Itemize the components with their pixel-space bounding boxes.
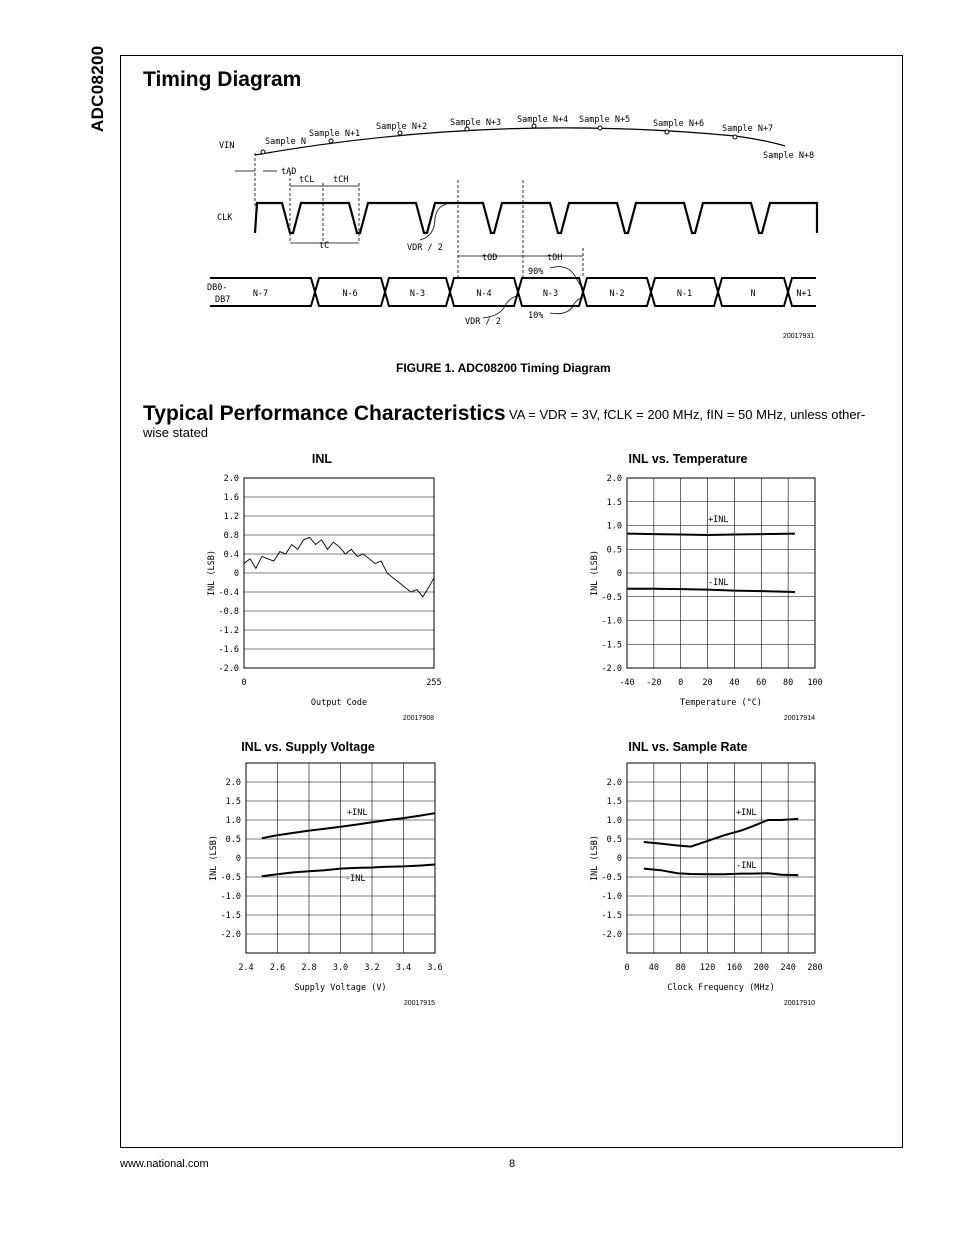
- y-tick-label: -1.5: [601, 911, 622, 921]
- y-tick-label: 1.6: [223, 493, 239, 503]
- chart-title: INL vs. Temperature: [628, 452, 748, 466]
- y-tick-label: -1.5: [601, 640, 622, 651]
- sample-label: Sample N+7: [722, 124, 774, 134]
- y-axis-label: INL (LSB): [209, 834, 219, 882]
- data-word: N-4: [476, 289, 492, 299]
- data-word: N-2: [609, 289, 625, 299]
- y-tick-label: 0.5: [606, 835, 622, 845]
- x-tick-label: 0: [678, 678, 684, 688]
- x-tick-label: 2.8: [301, 963, 317, 973]
- x-tick-label: 60: [756, 678, 767, 688]
- y-tick-label: -2.0: [601, 930, 622, 940]
- data-word: N-3: [409, 289, 426, 299]
- pct-10-label: 10%: [528, 311, 544, 321]
- y-tick-label: 2.0: [606, 474, 622, 484]
- x-tick-label: 40: [729, 678, 740, 688]
- db-label: DB7: [215, 295, 231, 305]
- figure-number: 20017914: [783, 715, 815, 722]
- chart-inl: [195, 448, 465, 728]
- y-axis-label: INL (LSB): [590, 549, 600, 597]
- y-tick-label: -0.5: [601, 592, 622, 603]
- chart-inl-vs-supply-voltage: [195, 736, 465, 1016]
- y-tick-label: 1.0: [225, 816, 241, 826]
- y-tick-label: -0.8: [218, 607, 239, 617]
- y-axis-label: INL (LSB): [207, 549, 217, 597]
- x-axis-label: Temperature (°C): [680, 698, 762, 708]
- series-line: [644, 869, 798, 876]
- vdr-half-label: VDR / 2: [465, 317, 501, 327]
- x-tick-label: -20: [646, 678, 662, 688]
- clk-label: CLK: [217, 213, 233, 223]
- y-tick-label: 1.0: [606, 521, 622, 532]
- x-tick-label: 120: [699, 963, 716, 973]
- x-tick-label: 40: [648, 963, 659, 973]
- y-tick-label: 2.0: [225, 778, 241, 788]
- t-ad-label: tAD: [281, 167, 297, 177]
- sample-label: Sample N+4: [517, 115, 569, 125]
- data-word: N-6: [342, 289, 358, 299]
- x-axis-label: Output Code: [310, 698, 368, 708]
- x-tick-label: 3.4: [395, 963, 412, 973]
- timing-diagram-heading: Timing Diagram: [143, 68, 302, 91]
- y-axis-label: INL (LSB): [590, 834, 600, 882]
- sample-label: Sample N: [265, 137, 306, 147]
- data-word: N: [750, 289, 756, 299]
- x-tick-label: 0: [241, 678, 247, 688]
- figure-number: 20017915: [403, 1000, 435, 1007]
- x-tick-label: 2.6: [269, 963, 286, 973]
- conditions-text: VA = VDR = 3V, fCLK = 200 MHz, fIN = 50 MHz, unless other-: [509, 407, 866, 422]
- x-tick-label: 160: [726, 963, 743, 973]
- series-line: [627, 589, 795, 592]
- series-label: -INL: [708, 578, 729, 588]
- data-word: N-1: [676, 289, 693, 299]
- y-tick-label: 0.8: [223, 531, 239, 541]
- y-tick-label: 0.4: [223, 550, 239, 560]
- data-word: N+1: [796, 289, 812, 299]
- figure-number: 20017910: [783, 1000, 815, 1007]
- t-ch-label: tCH: [333, 175, 349, 185]
- series-line: [244, 537, 434, 596]
- x-tick-label: 3.2: [364, 963, 380, 973]
- chart-title: INL vs. Sample Rate: [628, 740, 748, 754]
- pct-90-label: 90%: [528, 267, 544, 277]
- data-word: N-3: [542, 289, 559, 299]
- page-number: 8: [509, 1158, 516, 1170]
- x-axis-label: Supply Voltage (V): [294, 983, 387, 993]
- x-tick-label: 3.6: [427, 963, 443, 973]
- y-tick-label: 0: [616, 854, 622, 864]
- y-tick-label: -0.5: [601, 873, 622, 883]
- x-tick-label: -40: [619, 678, 635, 688]
- series-label: +INL: [708, 515, 729, 525]
- x-tick-label: 2.4: [238, 963, 254, 973]
- figure-caption: FIGURE 1. ADC08200 Timing Diagram: [396, 361, 611, 375]
- y-tick-label: 1.5: [606, 797, 622, 807]
- figure-number: 20017908: [402, 715, 434, 722]
- x-tick-label: 200: [753, 963, 769, 973]
- y-tick-label: 0.5: [225, 835, 241, 845]
- y-tick-label: -1.0: [220, 892, 241, 902]
- part-number-tab: ADC08200: [88, 45, 107, 132]
- y-tick-label: 1.5: [225, 797, 241, 807]
- y-tick-label: -1.2: [218, 626, 239, 636]
- y-tick-label: -2.0: [220, 930, 241, 940]
- y-tick-label: -2.0: [601, 664, 622, 674]
- sample-label: Sample N+3: [450, 118, 502, 128]
- series-label: -INL: [345, 874, 366, 884]
- series-label: -INL: [736, 861, 757, 871]
- sample-label: Sample N+8: [763, 151, 815, 161]
- sample-label: Sample N+5: [579, 115, 631, 125]
- series-line: [644, 819, 798, 847]
- sample-label: Sample N+2: [376, 122, 428, 132]
- timing-diagram: [195, 108, 835, 348]
- x-tick-label: 3.0: [332, 963, 349, 973]
- y-tick-label: 1.2: [223, 512, 239, 522]
- x-tick-label: 100: [807, 678, 823, 688]
- vin-label: VIN: [219, 141, 235, 151]
- x-tick-label: 240: [780, 963, 796, 973]
- t-od-label: tOD: [482, 253, 498, 263]
- x-tick-label: 255: [426, 678, 442, 688]
- y-tick-label: 0: [235, 854, 241, 864]
- figure-number: 20017931: [783, 333, 815, 340]
- chart-title: INL: [311, 452, 333, 466]
- vdr-half-label: VDR / 2: [407, 243, 443, 253]
- y-tick-label: 0: [616, 569, 622, 579]
- y-tick-label: -1.0: [601, 616, 622, 627]
- x-axis-label: Clock Frequency (MHz): [667, 983, 775, 993]
- chart-inl-vs-sample-rate: [578, 736, 848, 1016]
- y-tick-label: -1.5: [220, 911, 241, 921]
- x-tick-label: 80: [783, 678, 794, 688]
- y-tick-label: 1.0: [606, 816, 622, 826]
- x-tick-label: 80: [675, 963, 686, 973]
- y-tick-label: -2.0: [218, 664, 239, 674]
- y-tick-label: 1.5: [606, 497, 622, 508]
- x-tick-label: 20: [702, 678, 713, 688]
- x-tick-label: 280: [807, 963, 823, 973]
- y-tick-label: -0.4: [218, 588, 239, 598]
- y-tick-label: 2.0: [606, 778, 622, 788]
- chart-title: INL vs. Supply Voltage: [241, 740, 375, 754]
- series-line: [627, 534, 795, 535]
- y-tick-label: 0.5: [606, 545, 622, 556]
- footer-url[interactable]: www.national.com: [120, 1158, 209, 1170]
- y-tick-label: -1.0: [601, 892, 622, 902]
- db-label: DB0-: [207, 283, 228, 293]
- data-word: N-7: [252, 289, 269, 299]
- x-tick-label: 0: [624, 963, 630, 973]
- tpc-heading: Typical Performance Characteristics: [143, 402, 506, 425]
- sample-label: Sample N+6: [653, 119, 705, 129]
- t-c-label: tC: [319, 241, 330, 251]
- y-tick-label: -0.5: [220, 873, 241, 883]
- series-label: +INL: [347, 808, 368, 818]
- y-tick-label: 2.0: [223, 474, 239, 484]
- conditions-text-cont: wise stated: [143, 425, 209, 440]
- chart-inl-vs-temperature: [578, 448, 848, 728]
- t-oh-label: tOH: [547, 253, 563, 263]
- y-tick-label: -1.6: [218, 645, 239, 655]
- series-label: +INL: [736, 808, 757, 818]
- sample-label: Sample N+1: [309, 129, 361, 139]
- t-cl-label: tCL: [299, 175, 315, 185]
- y-tick-label: 0: [233, 569, 239, 579]
